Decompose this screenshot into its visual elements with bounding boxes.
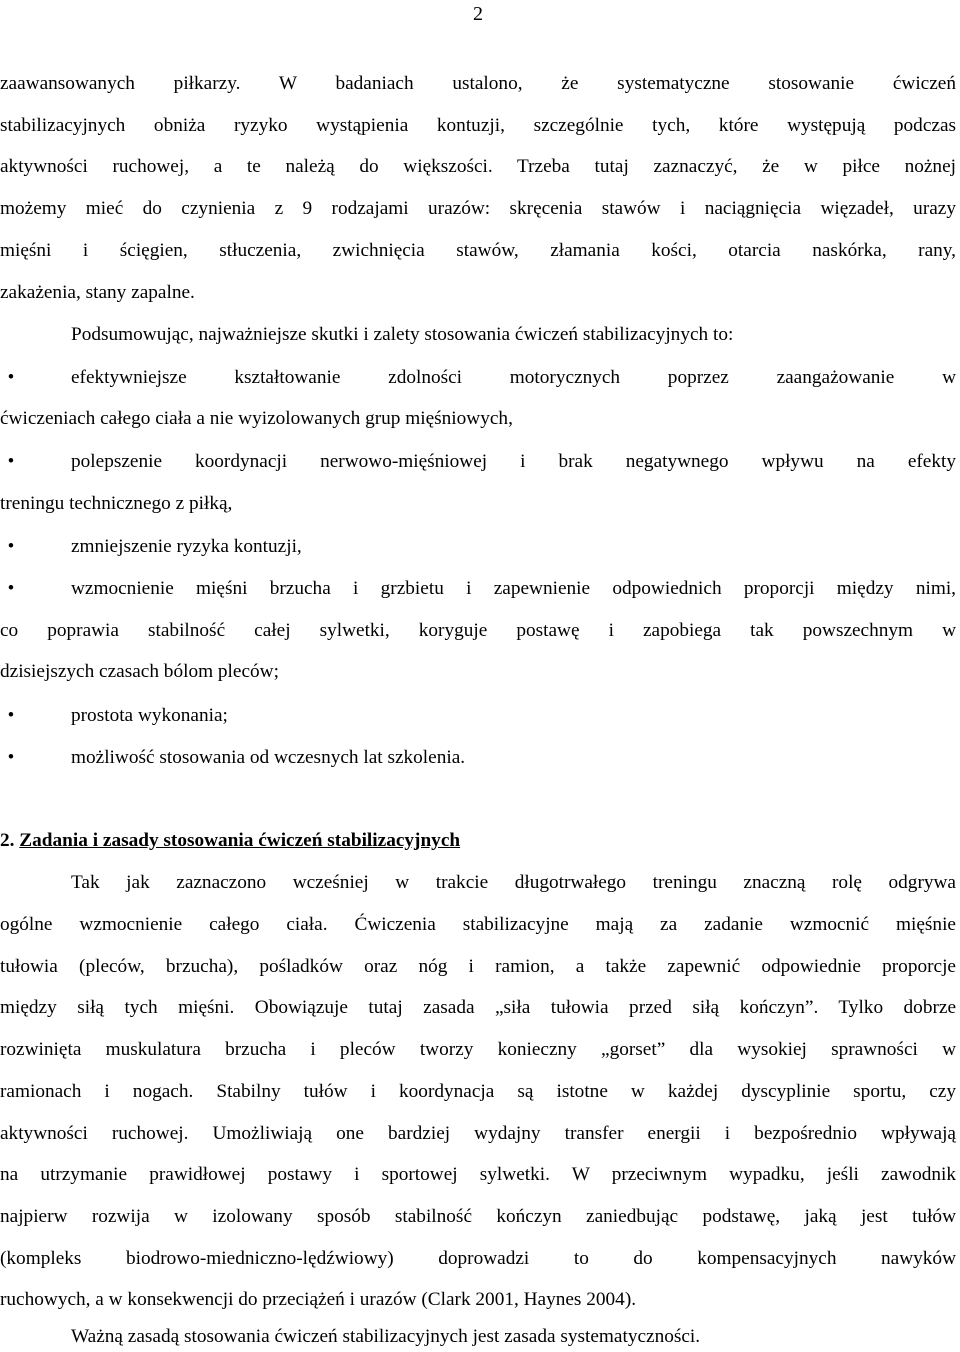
summary-intro: Podsumowując, najważniejsze skutki i zalety stosowania ćwiczeń stabilizacyjnych to: xyxy=(71,324,734,345)
text-line: ruchowych, a w konsekwencji do przeciążeń i urazów (Clark 2001, Haynes 2004). xyxy=(0,1289,637,1310)
text-line: na utrzymanie prawidłowej postawy i sportowej sylwetki. W przeciwnym wypadku, jeśli zawodnik xyxy=(0,1164,956,1185)
list-item: zmniejszenie ryzyka kontuzji, xyxy=(71,536,302,557)
bullet-icon: • xyxy=(7,451,15,472)
bullet-icon: • xyxy=(7,705,15,726)
list-item-continuation: treningu technicznego z piłką, xyxy=(0,493,233,514)
section-heading xyxy=(0,829,956,853)
text-line: Ważną zasadą stosowania ćwiczeń stabilizacyjnych jest zasada systematyczności. xyxy=(71,1326,701,1347)
text-line: rozwinięta muskulatura brzucha i pleców tworzy konieczny „gorset” dla wysokiej sprawności w xyxy=(0,1039,956,1060)
text-line: możemy mieć do czynienia z 9 rodzajami urazów: skręcenia stawów i naciągnięcia więzadeł, urazy xyxy=(0,198,956,219)
text-line: mięśni i ścięgien, stłuczenia, zwichnięcia stawów, złamania kości, otarcia naskórka, rany, xyxy=(0,240,956,261)
list-item-continuation: co poprawia stabilność całej sylwetki, koryguje postawę i zapobiega tak powszechnym w xyxy=(0,620,956,641)
bullet-icon: • xyxy=(7,536,15,557)
text-line: tułowia (pleców, brzucha), pośladków oraz nóg i ramion, a także zapewnić odpowiednie proporcje xyxy=(0,956,956,977)
text-line: (kompleks biodrowo-miedniczno-lędźwiowy) doprowadzi to do kompensacyjnych nawyków xyxy=(0,1248,956,1269)
text-line: aktywności ruchowej. Umożliwiają one bardziej wydajny transfer energii i bezpośrednio wpływają xyxy=(0,1123,956,1144)
list-item: polepszenie koordynacji nerwowo-mięśniowej i brak negatywnego wpływu na efekty xyxy=(71,451,956,472)
list-item: wzmocnienie mięśni brzucha i grzbietu i zapewnienie odpowiednich proporcji między nimi, xyxy=(71,578,956,599)
list-item: efektywniejsze kształtowanie zdolności motorycznych poprzez zaangażowanie w xyxy=(71,367,956,388)
list-item-continuation: dzisiejszych czasach bólom pleców; xyxy=(0,661,279,682)
text-line: Tak jak zaznaczono wcześniej w trakcie długotrwałego treningu znaczną rolę odgrywa xyxy=(71,872,956,893)
section-title: Zadania i zasady stosowania ćwiczeń stabilizacyjnych xyxy=(19,830,461,851)
list-item: możliwość stosowania od wczesnych lat szkolenia. xyxy=(71,747,466,768)
section-number: 2. xyxy=(0,830,15,851)
text-line: ramionach i nogach. Stabilny tułów i koordynacja są istotne w każdej dyscyplinie sportu, czy xyxy=(0,1081,956,1102)
text-line: stabilizacyjnych obniża ryzyko wystąpienia kontuzji, szczególnie tych, które występują podczas xyxy=(0,115,956,136)
bullet-icon: • xyxy=(7,367,15,388)
text-line: najpierw rozwija w izolowany sposób stabilność kończyn zaniedbując podstawę, jaką jest tułów xyxy=(0,1206,956,1227)
page-number: 2 xyxy=(473,3,483,25)
text-line: zaawansowanych piłkarzy. W badaniach ustalono, że systematyczne stosowanie ćwiczeń xyxy=(0,73,956,94)
bullet-icon: • xyxy=(7,747,15,768)
list-item: prostota wykonania; xyxy=(71,705,228,726)
text-line: ogólne wzmocnienie całego ciała. Ćwiczenia stabilizacyjne mają za zadanie wzmocnić mięśnie xyxy=(0,914,956,935)
text-line: zakażenia, stany zapalne. xyxy=(0,282,195,303)
text-line: aktywności ruchowej, a te należą do większości. Trzeba tutaj zaznaczyć, że w piłce nożnej xyxy=(0,156,956,177)
bullet-icon: • xyxy=(7,578,15,599)
list-item-continuation: ćwiczeniach całego ciała a nie wyizolowanych grup mięśniowych, xyxy=(0,408,513,429)
text-line: między siłą tych mięśni. Obowiązuje tutaj zasada „siła tułowia przed siłą kończyn”. Tylko dobrze xyxy=(0,997,956,1018)
